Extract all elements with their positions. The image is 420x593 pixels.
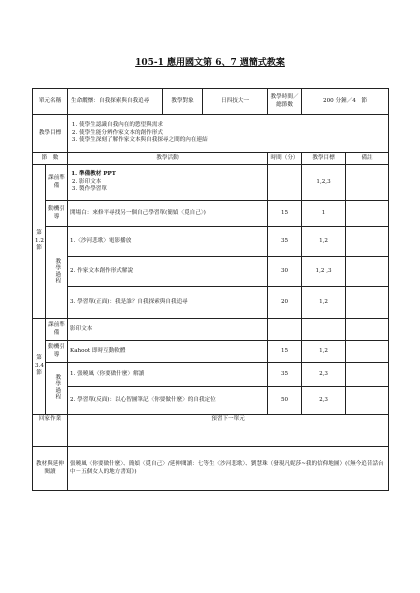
goals-list-cell <box>68 115 389 153</box>
s1-motive-row <box>33 201 389 227</box>
goal-item: 2. 使學生能分辨作家文本的創作形式 <box>79 130 386 138</box>
s1-teach-text: 2. 作家文本創作形式解說 <box>68 257 268 287</box>
s2-teach-label-text: 教學過程 <box>54 373 61 400</box>
time-label-line1: 教學時間／ <box>270 93 299 100</box>
col-time: 時間（分） <box>268 153 302 165</box>
goals-label: 教學目標 <box>33 115 68 153</box>
reading-text: 張曉風〈你要做什麼〉、簡媜〈覓自己〉/延伸閱讀：七等生〈沙河悲歌〉、劉慧珠（發現凡妮莎~我的信仰地圖）(《無今追昔話台中－五個女人的地方書寫》) <box>68 447 389 491</box>
s1-teach-target: 1,2 <box>302 287 346 319</box>
s1-motive-text: 開場白：來修平尋找另一個自己學習單(簡媜〈覓自己〉) <box>68 201 268 227</box>
s1-prep-remark <box>346 165 389 201</box>
s2-teach-row <box>33 387 389 415</box>
unit-value: 生命纜懷：自我探索與自我追尋 <box>68 89 163 115</box>
s1-prep-item: 3. 製作學習單 <box>79 186 265 194</box>
s2-period: 第 3.4 節 <box>33 319 46 415</box>
s1-teach-text: 1.〈沙河悲歌〉電影播放 <box>68 227 268 257</box>
s1-teach-remark <box>346 227 389 257</box>
s1-period: 第 1.2 節 <box>33 165 46 319</box>
s1-prep-cell <box>68 165 268 201</box>
page-title: 105-1 應用國文第 6、7 週簡式教案 <box>135 58 285 68</box>
reading-row <box>33 447 389 491</box>
s1-motive-target: 1 <box>302 201 346 227</box>
s2-motive-row <box>33 341 389 363</box>
goals-row <box>33 115 389 153</box>
time-label <box>268 89 302 115</box>
s1-prep-item: 1. 準備教材 PPT <box>79 171 265 179</box>
s2-teach-time: 35 <box>268 363 302 387</box>
s2-prep-text: 影印文本 <box>68 319 268 341</box>
s1-prep-row <box>33 165 389 201</box>
column-header-row <box>33 153 389 165</box>
s2-motive-label: 動機引導 <box>46 341 68 363</box>
s2-teach-remark <box>346 363 389 387</box>
s2-prep-target <box>302 319 346 341</box>
s2-prep-remark <box>346 319 389 341</box>
s1-prep-label: 課前準備 <box>46 165 68 201</box>
s1-prep-time <box>268 165 302 201</box>
s2-teach-target: 2,3 <box>302 387 346 415</box>
s1-teach-remark <box>346 287 389 319</box>
s2-prep-label: 課前準備 <box>46 319 68 341</box>
s2-motive-remark <box>346 341 389 363</box>
s1-prep-target: 1,2,3 <box>302 165 346 201</box>
audience-label: 教學對象 <box>163 89 203 115</box>
goals-list <box>70 122 386 145</box>
goal-item: 1. 使學生認識自我內在的慾望與需求 <box>79 122 386 130</box>
s1-motive-label: 動機引導 <box>46 201 68 227</box>
s2-motive-target: 1,2 <box>302 341 346 363</box>
s1-teach-target: 1,2 ,3 <box>302 257 346 287</box>
col-target: 教學目標 <box>302 153 346 165</box>
s2-teach-text: 1. 張曉風〈你要做什麼〉解讀 <box>68 363 268 387</box>
s2-teach-remark <box>346 387 389 415</box>
audience-value: 日四技大一 <box>203 89 268 115</box>
s1-prep-item: 2. 影印文本 <box>79 179 265 187</box>
s1-teach-label-text: 教學過程 <box>54 257 61 284</box>
time-value: 200 分鐘／4 節 <box>302 89 389 115</box>
s1-teach-time: 30 <box>268 257 302 287</box>
s2-teach-row <box>33 363 389 387</box>
s1-teach-target: 1,2 <box>302 227 346 257</box>
homework-label: 回家作業 <box>33 415 68 447</box>
unit-label: 單元名稱 <box>33 89 68 115</box>
s1-motive-remark <box>346 201 389 227</box>
col-remark: 備註 <box>346 153 389 165</box>
s1-teach-time: 35 <box>268 227 302 257</box>
s1-teach-remark <box>346 257 389 287</box>
s2-prep-time <box>268 319 302 341</box>
time-label-line2: 總節數 <box>276 101 293 108</box>
col-activity: 教學活動 <box>68 153 268 165</box>
s2-motive-time: 15 <box>268 341 302 363</box>
header-row <box>33 89 389 115</box>
col-period: 節 數 <box>33 153 68 165</box>
s2-teach-label <box>46 363 68 415</box>
s1-prep-list <box>70 171 265 194</box>
homework-text: 預習下一單元 <box>68 415 389 447</box>
s2-teach-target: 2,3 <box>302 363 346 387</box>
lesson-plan-table <box>32 88 389 491</box>
reading-label: 教材與延伸閱讀 <box>33 447 68 491</box>
s1-teach-row <box>33 227 389 257</box>
homework-row <box>33 415 389 447</box>
s2-motive-text: Kahoot 即時互動軟體 <box>68 341 268 363</box>
s2-teach-text: 2. 學習單(反面)：以心智圖筆記〈你要做什麼〉的自我定位 <box>68 387 268 415</box>
s1-teach-time: 20 <box>268 287 302 319</box>
s1-teach-row <box>33 287 389 319</box>
goal-item: 3. 使學生深刻了解作家文本與自我探尋之間的內在連結 <box>79 137 386 145</box>
s2-prep-row <box>33 319 389 341</box>
s1-motive-time: 15 <box>268 201 302 227</box>
s2-teach-time: 50 <box>268 387 302 415</box>
s1-teach-text: 3. 學習單(正面)：我是誰？自我探索與自我追尋 <box>68 287 268 319</box>
s1-teach-row <box>33 257 389 287</box>
s1-teach-label <box>46 227 68 319</box>
